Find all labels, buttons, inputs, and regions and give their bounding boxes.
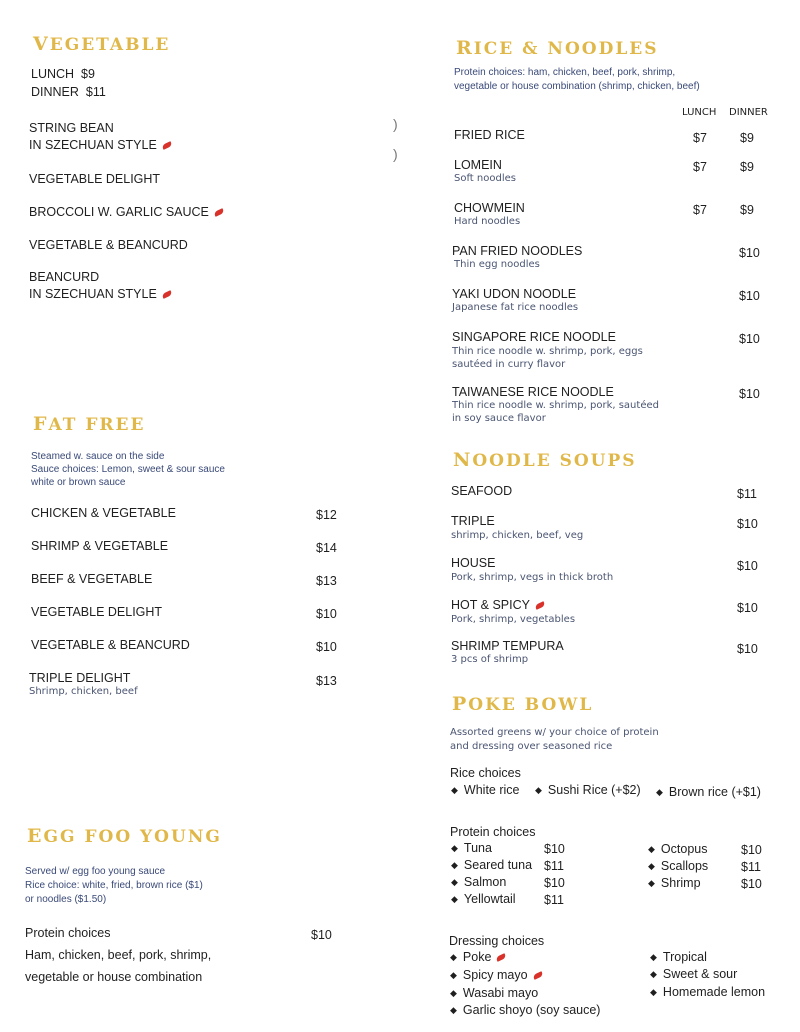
diamond-bullet-icon: ◆ bbox=[648, 844, 655, 854]
protein-option-text: Yellowtail bbox=[463, 892, 516, 906]
fat-free-note: white or brown sauce bbox=[31, 477, 126, 488]
chili-pepper-icon bbox=[161, 290, 172, 299]
menu-item: LOMEIN bbox=[454, 158, 502, 172]
protein-price: $10 bbox=[544, 842, 565, 856]
menu-price: $10 bbox=[737, 642, 758, 656]
rice-noodles-heading: RICE & NOODLES bbox=[456, 37, 659, 59]
rice-choices-label: Rice choices bbox=[450, 766, 521, 780]
protein-option bbox=[648, 876, 701, 890]
menu-price: $10 bbox=[311, 928, 332, 942]
menu-item-line2 bbox=[29, 138, 172, 152]
dinner-price: $11 bbox=[85, 85, 106, 99]
rice-noodles-note: Protein choices: ham, chicken, beef, pork, shrimp, bbox=[454, 67, 676, 78]
menu-price-lunch: $7 bbox=[693, 160, 707, 174]
chili-pepper-icon bbox=[532, 971, 543, 980]
menu-price-dinner: $10 bbox=[739, 387, 760, 401]
diamond-bullet-icon: ◆ bbox=[450, 970, 457, 980]
scan-mark: ) bbox=[393, 116, 398, 132]
menu-item-desc: Thin egg noodles bbox=[454, 259, 540, 270]
menu-price-lunch: $7 bbox=[693, 131, 707, 145]
menu-price-dinner: $9 bbox=[740, 203, 754, 217]
lunch-label: LUNCH bbox=[31, 67, 75, 81]
egg-foo-young-note: Rice choice: white, fried, brown rice ($1) bbox=[25, 880, 203, 891]
dressing-option-text: Wasabi mayo bbox=[462, 986, 539, 1000]
protein-price: $11 bbox=[544, 893, 564, 907]
menu-item-desc: sautéed in curry flavor bbox=[452, 359, 566, 370]
menu-item: SHRIMP & VEGETABLE bbox=[31, 539, 169, 553]
menu-item: SEAFOOD bbox=[451, 484, 513, 498]
menu-item: SINGAPORE RICE NOODLE bbox=[452, 330, 616, 344]
rice-option-text: Sushi Rice (+$2) bbox=[547, 783, 641, 797]
menu-price-dinner: $9 bbox=[740, 131, 754, 145]
protein-choices-label: Protein choices bbox=[25, 926, 111, 940]
chili-pepper-icon bbox=[534, 601, 545, 610]
menu-price: $11 bbox=[737, 487, 757, 501]
menu-item: STRING BEAN bbox=[29, 121, 114, 135]
dressing-option-text: Homemade lemon bbox=[662, 985, 766, 999]
dressing-option bbox=[450, 950, 506, 964]
menu-item: BEANCURD bbox=[29, 270, 100, 284]
egg-foo-young-note: Served w/ egg foo young sauce bbox=[25, 866, 166, 877]
menu-item: YAKI UDON NOODLE bbox=[452, 287, 577, 301]
dinner-column-header: DINNER bbox=[729, 107, 768, 118]
menu-item: TAIWANESE RICE NOODLE bbox=[452, 385, 614, 399]
vegetable-dinner bbox=[31, 85, 106, 99]
menu-price-dinner: $10 bbox=[739, 289, 760, 303]
diamond-bullet-icon: ◆ bbox=[535, 785, 542, 795]
protein-option-text: Scallops bbox=[660, 859, 709, 873]
poke-bowl-note: and dressing over seasoned rice bbox=[450, 741, 613, 752]
diamond-bullet-icon: ◆ bbox=[648, 878, 655, 888]
menu-item: TRIPLE bbox=[451, 514, 495, 528]
chili-pepper-icon bbox=[496, 953, 507, 962]
menu-item-line2 bbox=[29, 287, 172, 301]
menu-item-desc: Thin rice noodle w. shrimp, pork, eggs bbox=[452, 346, 643, 357]
menu-price: $10 bbox=[737, 517, 758, 531]
egg-foo-young-heading: EGG FOO YOUNG bbox=[27, 825, 222, 847]
diamond-bullet-icon: ◆ bbox=[451, 877, 458, 887]
dressing-option bbox=[650, 985, 765, 999]
menu-item: VEGETABLE DELIGHT bbox=[29, 172, 161, 186]
diamond-bullet-icon: ◆ bbox=[451, 843, 458, 853]
diamond-bullet-icon: ◆ bbox=[450, 988, 457, 998]
dressing-option bbox=[450, 986, 538, 1000]
menu-item-text: IN SZECHUAN STYLE bbox=[29, 287, 157, 301]
menu-item: SHRIMP TEMPURA bbox=[451, 639, 564, 653]
protein-option bbox=[451, 841, 492, 855]
fat-free-note: Sauce choices: Lemon, sweet & sour sauce bbox=[31, 464, 225, 475]
dressing-option-text: Sweet & sour bbox=[662, 967, 738, 981]
protein-price: $10 bbox=[741, 843, 762, 857]
protein-option-text: Tuna bbox=[463, 841, 492, 855]
diamond-bullet-icon: ◆ bbox=[450, 1005, 457, 1015]
fat-free-heading: FAT FREE bbox=[33, 413, 146, 435]
protein-option-text: Salmon bbox=[463, 875, 507, 889]
menu-item-desc: in soy sauce flavor bbox=[452, 413, 546, 424]
menu-item: FRIED RICE bbox=[454, 128, 525, 142]
protein-option-text: Seared tuna bbox=[463, 858, 533, 872]
menu-price: $10 bbox=[737, 559, 758, 573]
menu-item-desc: Pork, shrimp, vegetables bbox=[451, 614, 576, 625]
protein-option bbox=[451, 875, 506, 889]
menu-price: $10 bbox=[737, 601, 758, 615]
diamond-bullet-icon: ◆ bbox=[650, 969, 657, 979]
diamond-bullet-icon: ◆ bbox=[451, 860, 458, 870]
menu-item-desc: Shrimp, chicken, beef bbox=[29, 686, 138, 697]
menu-price: $10 bbox=[316, 607, 337, 621]
menu-item-text: HOT & SPICY bbox=[451, 598, 530, 612]
dressing-option-text: Poke bbox=[462, 950, 492, 964]
menu-item: VEGETABLE DELIGHT bbox=[31, 605, 163, 619]
diamond-bullet-icon: ◆ bbox=[450, 952, 457, 962]
menu-item: CHICKEN & VEGETABLE bbox=[31, 506, 176, 520]
menu-item-text: BROCCOLI W. GARLIC SAUCE bbox=[29, 205, 209, 219]
rice-option bbox=[656, 785, 761, 799]
chili-pepper-icon bbox=[213, 208, 224, 217]
menu-item bbox=[29, 205, 224, 219]
menu-price: $14 bbox=[316, 541, 337, 555]
poke-bowl-heading: POKE BOWL bbox=[452, 693, 594, 715]
menu-item: TRIPLE DELIGHT bbox=[29, 671, 131, 685]
rice-option bbox=[535, 783, 641, 797]
menu-price-dinner: $10 bbox=[739, 246, 760, 260]
protein-option-text: Octopus bbox=[660, 842, 708, 856]
protein-option-text: Shrimp bbox=[660, 876, 701, 890]
lunch-price: $9 bbox=[81, 67, 95, 81]
dinner-label: DINNER bbox=[31, 85, 79, 99]
menu-item-desc: Hard noodles bbox=[454, 216, 521, 227]
scan-mark: ) bbox=[393, 146, 398, 162]
diamond-bullet-icon: ◆ bbox=[656, 787, 663, 797]
protein-options: Ham, chicken, beef, pork, shrimp, bbox=[25, 948, 212, 962]
menu-item: PAN FRIED NOODLES bbox=[452, 244, 583, 258]
protein-price: $11 bbox=[741, 860, 761, 874]
vegetable-lunch bbox=[31, 67, 95, 81]
menu-item bbox=[451, 598, 545, 612]
protein-price: $11 bbox=[544, 859, 564, 873]
menu-item-desc: shrimp, chicken, beef, veg bbox=[451, 530, 584, 541]
lunch-column-header: LUNCH bbox=[682, 107, 717, 118]
menu-item-desc: 3 pcs of shrimp bbox=[451, 654, 529, 665]
dressing-option-text: Spicy mayo bbox=[462, 968, 528, 982]
protein-option bbox=[451, 858, 532, 872]
protein-option bbox=[648, 842, 707, 856]
menu-item-text: IN SZECHUAN STYLE bbox=[29, 138, 157, 152]
menu-price: $10 bbox=[316, 640, 337, 654]
protein-option bbox=[648, 859, 708, 873]
menu-price-dinner: $9 bbox=[740, 160, 754, 174]
fat-free-note: Steamed w. sauce on the side bbox=[31, 451, 165, 462]
diamond-bullet-icon: ◆ bbox=[451, 894, 458, 904]
menu-item-desc: Japanese fat rice noodles bbox=[452, 302, 579, 313]
protein-price: $10 bbox=[741, 877, 762, 891]
egg-foo-young-note: or noodles ($1.50) bbox=[25, 894, 107, 905]
menu-price-dinner: $10 bbox=[739, 332, 760, 346]
dressing-option bbox=[650, 967, 737, 981]
menu-item: VEGETABLE & BEANCURD bbox=[31, 638, 190, 652]
menu-item: CHOWMEIN bbox=[454, 201, 525, 215]
protein-choices-label: Protein choices bbox=[450, 825, 536, 839]
dressing-option bbox=[450, 968, 543, 982]
rice-option bbox=[451, 783, 520, 797]
rice-option-text: White rice bbox=[463, 783, 520, 797]
dressing-option-text: Garlic shoyo (soy sauce) bbox=[462, 1003, 601, 1017]
rice-noodles-note: vegetable or house combination (shrimp, chicken, beef) bbox=[454, 81, 700, 92]
rice-option-text: Brown rice (+$1) bbox=[668, 785, 761, 799]
dressing-option-text: Tropical bbox=[662, 950, 707, 964]
menu-item: HOUSE bbox=[451, 556, 496, 570]
dressing-option bbox=[650, 950, 707, 964]
menu-item: BEEF & VEGETABLE bbox=[31, 572, 153, 586]
chili-pepper-icon bbox=[161, 141, 172, 150]
menu-price: $13 bbox=[316, 674, 337, 688]
dressing-option bbox=[450, 1003, 600, 1017]
menu-item-desc: Pork, shrimp, vegs in thick broth bbox=[451, 572, 614, 583]
dressing-choices-label: Dressing choices bbox=[449, 934, 545, 948]
diamond-bullet-icon: ◆ bbox=[650, 987, 657, 997]
noodle-soups-heading: NOODLE SOUPS bbox=[453, 449, 637, 471]
poke-bowl-note: Assorted greens w/ your choice of protein bbox=[450, 727, 659, 738]
menu-price-lunch: $7 bbox=[693, 203, 707, 217]
menu-item: VEGETABLE & BEANCURD bbox=[29, 238, 188, 252]
menu-price: $12 bbox=[316, 508, 337, 522]
vegetable-heading: VEGETABLE bbox=[33, 33, 171, 55]
diamond-bullet-icon: ◆ bbox=[451, 785, 458, 795]
protein-options: vegetable or house combination bbox=[25, 970, 203, 984]
protein-price: $10 bbox=[544, 876, 565, 890]
menu-item-desc: Thin rice noodle w. shrimp, pork, sautéed bbox=[452, 400, 659, 411]
menu-price: $13 bbox=[316, 574, 337, 588]
diamond-bullet-icon: ◆ bbox=[650, 952, 657, 962]
protein-option bbox=[451, 892, 516, 906]
diamond-bullet-icon: ◆ bbox=[648, 861, 655, 871]
menu-item-desc: Soft noodles bbox=[454, 173, 516, 184]
